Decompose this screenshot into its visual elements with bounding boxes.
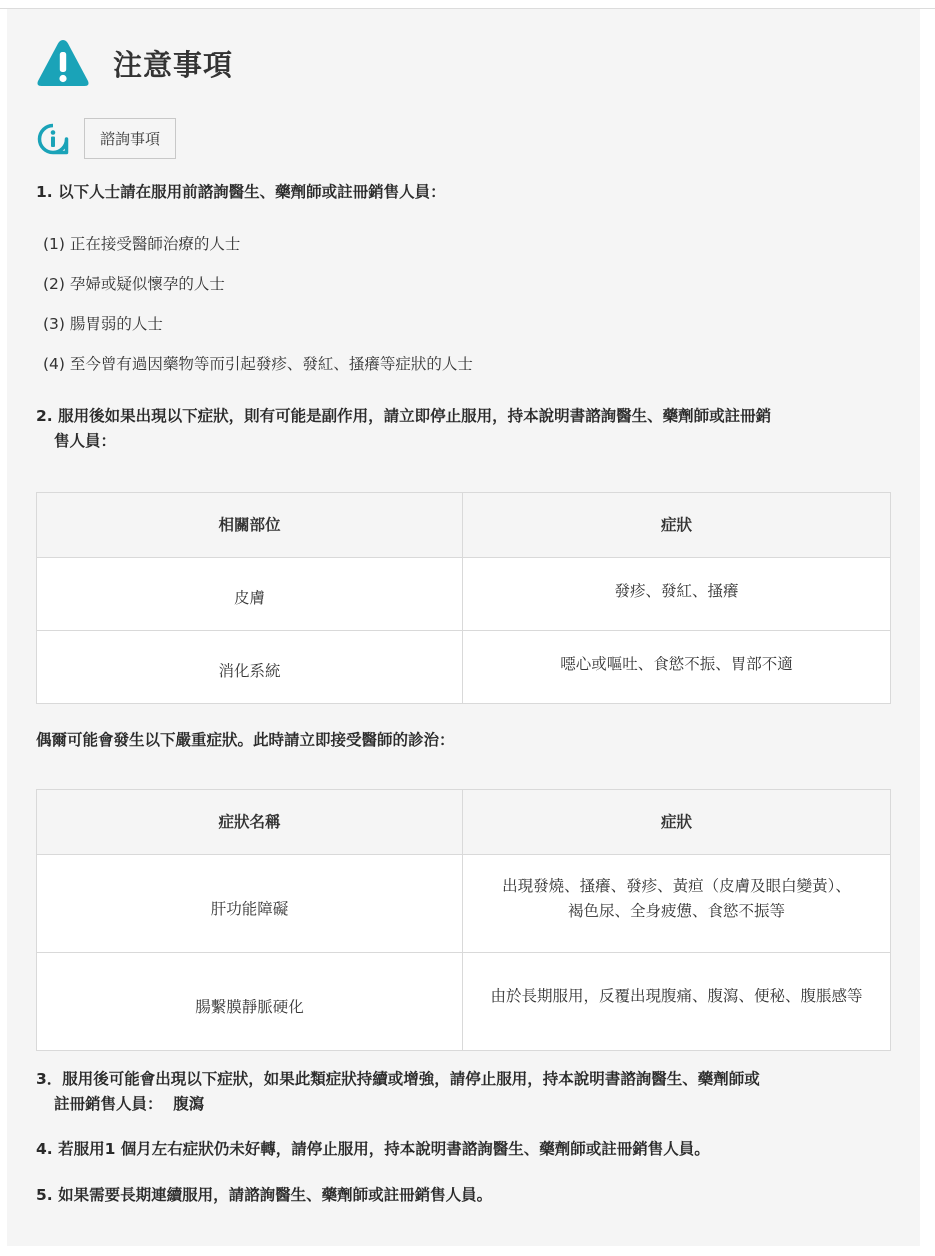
table-row xyxy=(37,953,891,1051)
table-header-cell: 症狀 xyxy=(463,493,891,558)
table-row xyxy=(37,558,891,631)
table-cell: 皮膚 xyxy=(37,558,463,631)
item-4: 4. 若服用1 個月左右症狀仍未好轉，請停止服用，持本說明書諮詢醫生、藥劑師或註冊銷售人員。 xyxy=(36,1140,710,1158)
item-1-title: 1. 以下人士請在服用前諮詢醫生、藥劑師或註冊銷售人員： xyxy=(36,183,446,201)
table-cell: 由於長期服用，反覆出現腹痛、腹瀉、便秘、腹脹感等 xyxy=(463,953,891,1051)
table-header-row xyxy=(37,790,891,855)
table-cell: 消化系統 xyxy=(37,631,463,704)
item-3-line1: 3．服用後可能會出現以下症狀，如果此類症狀持續或增強，請停止服用，持本說明書諮詢醫生、藥劑師或 xyxy=(36,1070,760,1088)
item-5: 5. 如果需要長期連續服用，請諮詢醫生、藥劑師或註冊銷售人員。 xyxy=(36,1186,493,1204)
consult-row xyxy=(36,118,176,159)
table-cell: 肝功能障礙 xyxy=(37,855,463,953)
table-row xyxy=(37,631,891,704)
section-header xyxy=(35,36,233,90)
warning-icon xyxy=(35,37,91,89)
list-item: (4) 至今曾有過因藥物等而引起發疹、發紅、搔癢等症狀的人士 xyxy=(43,355,473,373)
severe-symptoms-note: 偶爾可能會發生以下嚴重症狀。此時請立即接受醫師的診治： xyxy=(36,731,455,749)
table-row xyxy=(37,855,891,953)
table-header-row xyxy=(37,493,891,558)
side-effects-table xyxy=(36,492,891,704)
item-2-title-line1: 2. 服用後如果出現以下症狀，則有可能是副作用，請立即停止服用，持本說明書諮詢醫生、藥劑師或註冊銷 xyxy=(36,407,772,425)
list-item: (1) 正在接受醫師治療的人士 xyxy=(43,235,241,253)
table-cell: 發疹、發紅、搔癢 xyxy=(463,558,891,631)
table-cell: 噁心或嘔吐、食慾不振、胃部不適 xyxy=(463,631,891,704)
table-header-cell: 相關部位 xyxy=(37,493,463,558)
table-header-cell: 症狀 xyxy=(463,790,891,855)
table-header-cell: 症狀名稱 xyxy=(37,790,463,855)
table-cell: 出現發燒、搔癢、發疹、黃疸（皮膚及眼白變黃）、褐色尿、全身疲憊、食慾不振等 xyxy=(463,855,891,953)
consult-badge: 諮詢事項 xyxy=(84,118,176,159)
info-icon xyxy=(36,122,70,156)
item-3-line2: 註冊銷售人員： 腹瀉 xyxy=(54,1095,205,1113)
list-item: (3) 腸胃弱的人士 xyxy=(43,315,163,333)
item-2-title-line2: 售人員： xyxy=(54,432,117,450)
table-cell: 腸繫膜靜脈硬化 xyxy=(37,953,463,1051)
page-title: 注意事項 xyxy=(113,47,234,82)
list-item: (2) 孕婦或疑似懷孕的人士 xyxy=(43,275,225,293)
severe-symptoms-table xyxy=(36,789,891,1051)
